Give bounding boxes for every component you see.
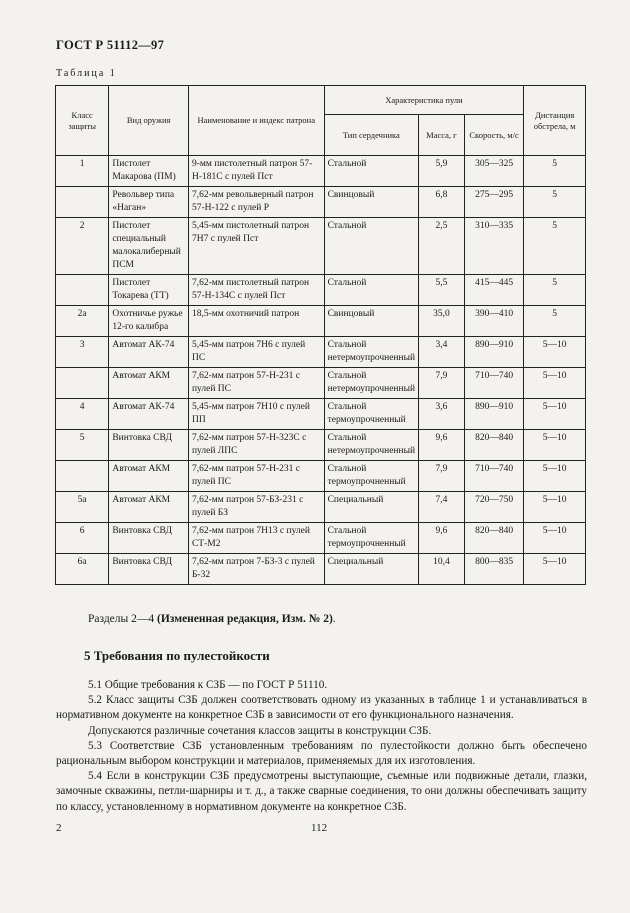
cell-mass: 7,4 bbox=[419, 492, 465, 523]
cell-cartridge: 18,5-мм охотничий патрон bbox=[188, 306, 324, 337]
cell-weapon: Винтовка СВД bbox=[109, 430, 189, 461]
cell-core: Стальной bbox=[324, 218, 418, 275]
cell-mass: 5,5 bbox=[419, 275, 465, 306]
cell-core: Специальный bbox=[324, 492, 418, 523]
cell-mass: 3,4 bbox=[419, 337, 465, 368]
table-row bbox=[56, 187, 586, 218]
cell-speed: 415—445 bbox=[464, 275, 524, 306]
header-mass: Масса, г bbox=[419, 115, 465, 156]
cell-distance: 5—10 bbox=[524, 523, 586, 554]
cell-cartridge: 7,62-мм пистолетный патрон 57-Н-134С с пулей Пст bbox=[188, 275, 324, 306]
table-row bbox=[56, 554, 586, 585]
cell-distance: 5 bbox=[524, 187, 586, 218]
table-row bbox=[56, 523, 586, 554]
cell-speed: 390—410 bbox=[464, 306, 524, 337]
cell-distance: 5 bbox=[524, 156, 586, 187]
cell-cartridge: 5,45-мм патрон 7Н10 с пулей ПП bbox=[188, 399, 324, 430]
cell-class: 3 bbox=[56, 337, 109, 368]
cell-mass: 7,9 bbox=[419, 368, 465, 399]
cell-core: Стальной нетермоупрочненный bbox=[324, 430, 418, 461]
header-speed: Скорость, м/с bbox=[464, 115, 524, 156]
table-row bbox=[56, 399, 586, 430]
sheet-number: 112 bbox=[311, 822, 328, 834]
cell-speed: 710—740 bbox=[464, 461, 524, 492]
cell-speed: 890—910 bbox=[464, 399, 524, 430]
header-bullet-group: Характеристика пули bbox=[324, 86, 524, 115]
cell-core: Стальной bbox=[324, 275, 418, 306]
cell-core: Стальной термоупрочненный bbox=[324, 399, 418, 430]
cell-class: 1 bbox=[56, 156, 109, 187]
section-title: 5 Требования по пулестойкости bbox=[84, 648, 270, 663]
cell-cartridge: 7,62-мм патрон 57-Н-323С с пулей ЛПС bbox=[188, 430, 324, 461]
section-body bbox=[56, 678, 587, 815]
cell-cartridge: 9-мм пистолетный патрон 57-Н-181С с пулей Пст bbox=[188, 156, 324, 187]
table-row bbox=[56, 156, 586, 187]
cell-mass: 3,6 bbox=[419, 399, 465, 430]
cell-mass: 6,8 bbox=[419, 187, 465, 218]
cell-distance: 5—10 bbox=[524, 368, 586, 399]
header-class: Класс защиты bbox=[56, 86, 109, 156]
cell-mass: 35,0 bbox=[419, 306, 465, 337]
cell-distance: 5—10 bbox=[524, 492, 586, 523]
cell-class: 6а bbox=[56, 554, 109, 585]
cell-core: Стальной нетермоупрочненный bbox=[324, 368, 418, 399]
header-core: Тип сердечника bbox=[324, 115, 418, 156]
cell-weapon: Автомат АКМ bbox=[109, 492, 189, 523]
cell-cartridge: 7,62-мм патрон 7-БЗ-3 с пулей Б-32 bbox=[188, 554, 324, 585]
cell-speed: 820—840 bbox=[464, 430, 524, 461]
table-row bbox=[56, 368, 586, 399]
reference-note-bold: (Измененная редакция, Изм. № 2) bbox=[157, 613, 333, 625]
table-row bbox=[56, 275, 586, 306]
paragraph: 5.2 Класс защиты СЗБ должен соответствовать одному из указанных в таблице 1 и устанавливаться в нормативном документе на конкретное СЗБ в зависимости от его функционального назначения. bbox=[56, 694, 587, 722]
cell-core: Стальной bbox=[324, 156, 418, 187]
cell-distance: 5 bbox=[524, 275, 586, 306]
cell-weapon: Автомат АК-74 bbox=[109, 399, 189, 430]
cell-core: Стальной термоупрочненный bbox=[324, 461, 418, 492]
cell-core: Стальной термоупрочненный bbox=[324, 523, 418, 554]
cell-speed: 720—750 bbox=[464, 492, 524, 523]
header-weapon: Вид оружия bbox=[109, 86, 189, 156]
cell-class: 5 bbox=[56, 430, 109, 461]
document-code: ГОСТ Р 51112—97 bbox=[56, 38, 165, 52]
cell-speed: 820—840 bbox=[464, 523, 524, 554]
cell-distance: 5—10 bbox=[524, 337, 586, 368]
table-row bbox=[56, 492, 586, 523]
header-distance: Дистанция обстрела, м bbox=[524, 86, 586, 156]
cell-mass: 10,4 bbox=[419, 554, 465, 585]
cell-cartridge: 5,45-мм патрон 7Н6 с пулей ПС bbox=[188, 337, 324, 368]
cell-class: 2а bbox=[56, 306, 109, 337]
cell-weapon: Пистолет специальный малокалиберный ПСМ bbox=[109, 218, 189, 275]
cell-weapon: Винтовка СВД bbox=[109, 523, 189, 554]
cell-distance: 5—10 bbox=[524, 461, 586, 492]
cell-class bbox=[56, 461, 109, 492]
cell-weapon: Автомат АК-74 bbox=[109, 337, 189, 368]
reference-note-suffix: . bbox=[332, 613, 336, 625]
cell-class bbox=[56, 187, 109, 218]
cell-cartridge: 5,45-мм пистолетный патрон 7Н7 с пулей Пст bbox=[188, 218, 324, 275]
cell-class bbox=[56, 368, 109, 399]
cell-speed: 800—835 bbox=[464, 554, 524, 585]
cell-mass: 5,9 bbox=[419, 156, 465, 187]
header-cartridge: Наименование и индекс патрона bbox=[188, 86, 324, 156]
table-row bbox=[56, 461, 586, 492]
cell-speed: 890—910 bbox=[464, 337, 524, 368]
cell-distance: 5—10 bbox=[524, 399, 586, 430]
cell-cartridge: 7,62-мм патрон 57-БЗ-231 с пулей БЗ bbox=[188, 492, 324, 523]
cell-cartridge: 7,62-мм револьверный патрон 57-Н-122 с пулей Р bbox=[188, 187, 324, 218]
cell-weapon: Револьвер типа «Наган» bbox=[109, 187, 189, 218]
paragraph: 5.3 Соответствие СЗБ установленным требованиям по пулестойкости должно быть обеспечено рациональным выбором конструкции и материалов, применяемых для их изготовления. bbox=[56, 739, 587, 768]
cell-class bbox=[56, 275, 109, 306]
cell-cartridge: 7,62-мм патрон 7Н13 с пулей СТ-М2 bbox=[188, 523, 324, 554]
cell-class: 5а bbox=[56, 492, 109, 523]
table-row bbox=[56, 306, 586, 337]
cell-distance: 5—10 bbox=[524, 554, 586, 585]
cell-distance: 5—10 bbox=[524, 430, 586, 461]
cell-core: Специальный bbox=[324, 554, 418, 585]
cell-speed: 710—740 bbox=[464, 368, 524, 399]
cell-mass: 2,5 bbox=[419, 218, 465, 275]
table-caption: Таблица 1 bbox=[56, 68, 117, 79]
cell-class: 4 bbox=[56, 399, 109, 430]
paragraph: Допускаются различные сочетания классов защиты в конструкции СЗБ. bbox=[88, 724, 432, 737]
cell-core: Свинцовый bbox=[324, 306, 418, 337]
reference-note bbox=[88, 613, 336, 625]
cell-core: Свинцовый bbox=[324, 187, 418, 218]
cell-mass: 9,6 bbox=[419, 523, 465, 554]
table-body bbox=[56, 156, 586, 585]
page-number: 2 bbox=[56, 822, 62, 834]
cell-weapon: Пистолет Макарова (ПМ) bbox=[109, 156, 189, 187]
cell-distance: 5 bbox=[524, 306, 586, 337]
cell-weapon: Автомат АКМ bbox=[109, 461, 189, 492]
paragraph: 5.1 Общие требования к СЗБ — по ГОСТ Р 51110. bbox=[88, 679, 328, 691]
cell-weapon: Пистолет Токарева (ТТ) bbox=[109, 275, 189, 306]
cell-speed: 305—325 bbox=[464, 156, 524, 187]
cell-weapon: Винтовка СВД bbox=[109, 554, 189, 585]
cell-speed: 310—335 bbox=[464, 218, 524, 275]
cell-class: 2 bbox=[56, 218, 109, 275]
cell-cartridge: 7,62-мм патрон 57-Н-231 с пулей ПС bbox=[188, 461, 324, 492]
cell-speed: 275—295 bbox=[464, 187, 524, 218]
table-row bbox=[56, 337, 586, 368]
cell-class: 6 bbox=[56, 523, 109, 554]
bullet-resistance-table bbox=[55, 85, 586, 585]
cell-distance: 5 bbox=[524, 218, 586, 275]
paragraph: 5.4 Если в конструкции СЗБ предусмотрены выступающие, съемные или подвижные детали, глазки, замочные скважины, петли-шарниры и т. д., а также сварные соединения, то они должны обеспечивать защиту по классу, установленному в нормативном документе на конкретное СЗБ. bbox=[56, 770, 587, 813]
cell-mass: 9,6 bbox=[419, 430, 465, 461]
table-row bbox=[56, 430, 586, 461]
table-row bbox=[56, 218, 586, 275]
cell-weapon: Охотничье ружье 12-го калибра bbox=[109, 306, 189, 337]
cell-weapon: Автомат АКМ bbox=[109, 368, 189, 399]
cell-mass: 7,9 bbox=[419, 461, 465, 492]
cell-core: Стальной нетермоупрочненный bbox=[324, 337, 418, 368]
cell-cartridge: 7,62-мм патрон 57-Н-231 с пулей ПС bbox=[188, 368, 324, 399]
reference-note-prefix: Разделы 2—4 bbox=[88, 613, 158, 625]
